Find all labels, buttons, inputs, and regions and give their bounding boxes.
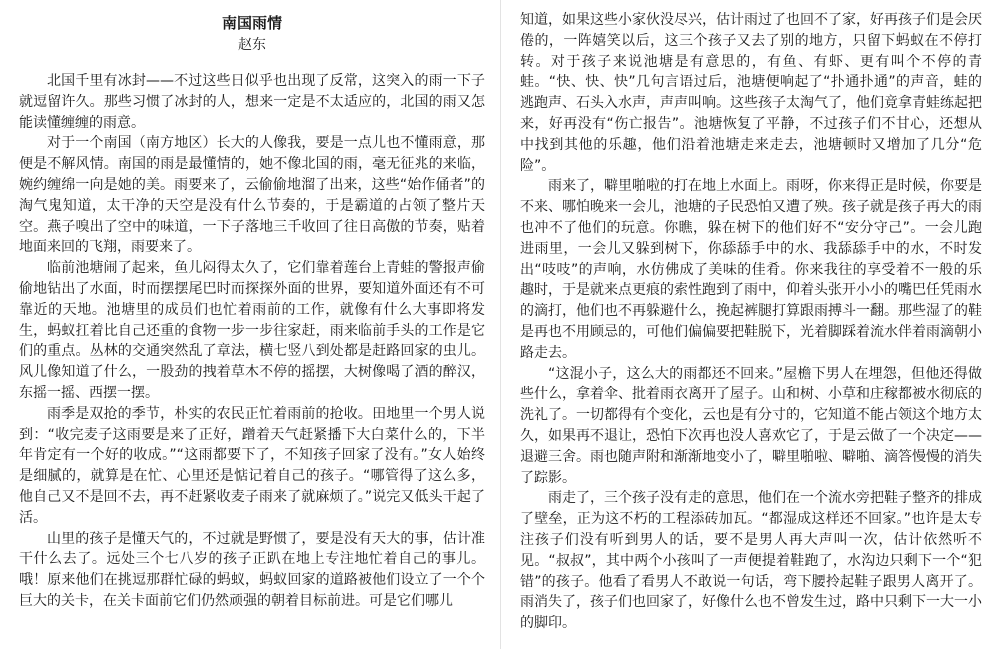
- article-author: 赵东: [238, 37, 266, 53]
- paragraph-continuation: 知道，如果这些小家伙没尽兴，估计雨过了也回不了家，好再孩子们是会厌倦的，一阵嬉笑以后，这三个孩子又去了别的地方，只留下蚂蚁在不停打转。对于孩子来说池塘是有意思的，有鱼、有虾、更有叫个不停的青蛙。“快、快、快”几句言语过后，池塘便响起了“扑通扑通”的声音，蛙的逃跑声、石头入水声，声声叫响。这些孩子太淘气了，他们竟拿青蛙练起把来，好再没有“伤亡报告”。池塘恢复了平静，不过孩子们不甘心，还想从中找到其他的乐趣，他们沿着池塘走来走去，池塘顿时又增加了几分“危险”。: [520, 12, 982, 174]
- paragraph: 对于一个南国（南方地区）长大的人像我，要是一点儿也不懂雨意，那便是不解风情。南国的雨是最懂情的，她不像北国的雨，毫无征兆的来临，婉约缠绵一向是她的美。雨要来了，云偷偷地溜了出来，这些“始作俑者”的淘气鬼知道，太干净的天空是没有什么节奏的，于是霸道的占领了整片天空。燕子嗅出了空中的味道，一下子落地三千收回了往日高傲的节奏，贴着地面来回的飞翔，雨要来了。: [19, 135, 485, 256]
- paragraph: 雨走了，三个孩子没有走的意思，他们在一个流水旁把鞋子整齐的排成了壁垒，正为这不朽的工程添砖加瓦。“都湿成这样还不回家。”也许是太专注孩子们没有听到男人的话，要不是男人再大声叫一次，估计依然听不见。“叔叔”，其中两个小孩叫了一声便提着鞋跑了，水沟边只剩下一个“犯错”的孩子。他看了看男人不敢说一句话，弯下腰拎起鞋子跟男人离开了。雨消失了，孩子们也回家了，好像什么也不曾发生过，路中只剩下一大一小的脚印。: [520, 490, 982, 632]
- paragraph: 雨季是双抢的季节，朴实的农民正忙着雨前的抢收。田地里一个男人说到：“收完麦子这雨要是来了正好，蹭着天气赶紧播下大白菜什么的，下半年肯定有一个好的收成。”“这雨都要下了，不知孩子回家了没有。”女人始终是细腻的，就算是在忙、心里还是惦记着自己的孩子。“哪管得了这么多，他自己又不是回不去，再不赶紧收麦子雨来了就麻烦了。”说完又低头干起了活。: [19, 405, 485, 526]
- paragraph: 雨来了，噼里啪啦的打在地上水面上。雨呀，你来得正是时候，你要是不来、哪怕晚来一会儿，池塘的子民恐怕又遭了殃。孩子就是孩子再大的雨也冲不了他们的玩意。你瞧，躲在树下的他们好不“安分守己”。一会儿跑进雨里，一会儿又躲到树下，你舔舔手中的水、我舔舔手中的水，不时发出“吱吱”的声响，水仿佛成了美味的佳肴。你来我往的享受着不一般的乐趣时，于是就来点更痕的索性跑到了雨中，仰着头张开小小的嘴巴任凭雨水的滴打，他们也不再躲避什么，挽起裤腿打算跟雨搏斗一翻。那些湿了的鞋是再也不用顾忌的，可他们偏偏要把鞋脱下，光着脚踩着流水伴着雨滴朝小路走去。: [520, 178, 982, 361]
- paragraph: 北国千里有冰封——不过这些日似乎也出现了反常，这突入的雨一下子就逗留许久。那些习惯了冰封的人，想来一定是不太适应的，北国的雨又怎能读懂缠缠的雨意。: [19, 73, 485, 131]
- right-page: [500, 0, 1000, 649]
- article-title: 南国雨情: [221, 14, 282, 32]
- paragraph: “这混小子，这么大的雨都还不回来。”屋檐下男人在埋怨，但他还得做些什么，拿着伞、批着雨衣离开了屋子。山和树、小草和庄稼都被水彻底的洗礼了。一切都得有个变化，云也是有分寸的，它知道不能占领这个地方太久，如果再不退让，恐怕下次再也没人喜欢它了，于是云做了一个决定——退避三舍。雨也随声附和渐渐地变小了，噼里啪啦、噼啪、滴答慢慢的消失了踪影。: [520, 365, 982, 486]
- paragraph: 山里的孩子是懂天气的，不过就是野惯了，要是没有天大的事，估计准干什么去了。远处三个七八岁的孩子正趴在地上专注地忙着自己的事儿。哦！原来他们在挑逗那群忙碌的蚂蚁，蚂蚁回家的道路被他们设立了一个个巨大的关卡，在关卡面前它们仍然顽强的朝着目标前进。可是它们哪儿: [19, 530, 485, 609]
- paragraph: 临前池塘闹了起来，鱼儿闷得太久了，它们靠着莲台上青蛙的警报声偷偷地钻出了水面，时而摆摆尾巴时而探探外面的世界，要知道外面还有不可靠近的天地。池塘里的成员们也忙着雨前的工作，就像有什么大事即将发生，蚂蚁扛着比自己还重的食物一步一步往家赶，雨来临前手头的工作是它们的重点。丛林的交通突然乱了章法，横七竖八到处都是赶路回家的虫儿。风儿像知道了什么，一股劲的拽着草木不停的摇摆，大树像喝了酒的醉汉，东摇一摇、西摆一摆。: [19, 260, 485, 401]
